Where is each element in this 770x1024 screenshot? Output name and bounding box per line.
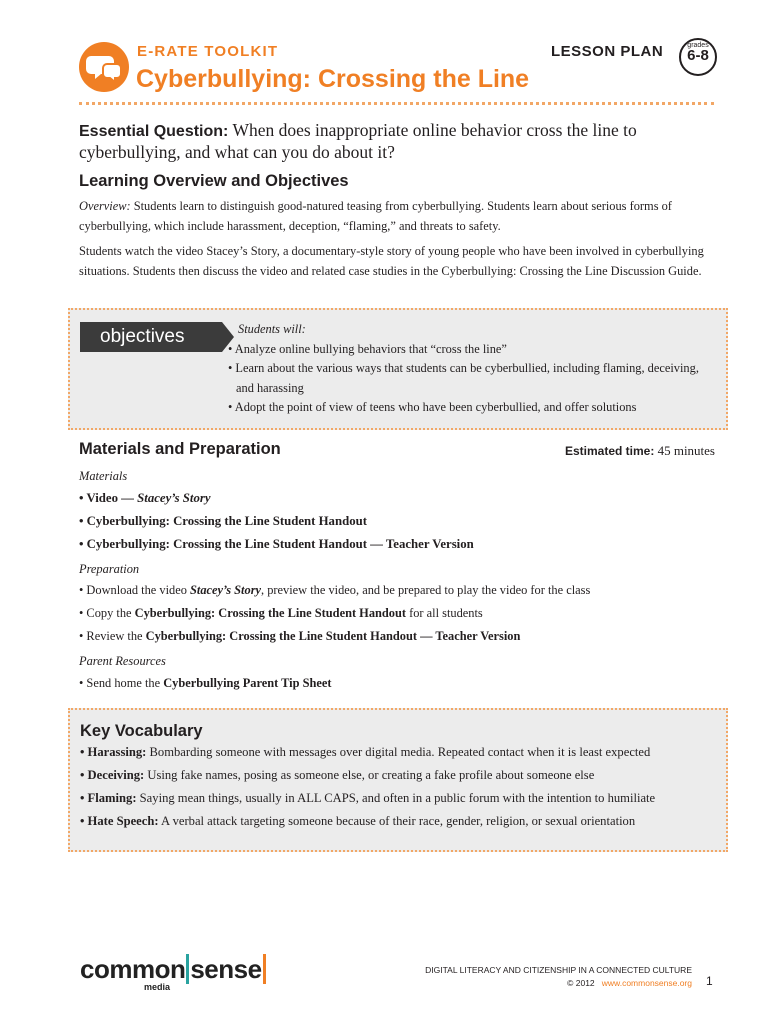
footer-url[interactable]: www.commonsense.org [601, 978, 692, 988]
brand-common: common [80, 954, 186, 984]
common-sense-logo [80, 954, 266, 992]
list-item [79, 602, 715, 625]
parent-resources-list [79, 672, 715, 695]
prep-emphasis: Stacey’s Story [190, 583, 262, 597]
list-item: • Cyberbullying: Crossing the Line Student Handout — Teacher Version [79, 536, 474, 551]
vocab-term: • Hate Speech: [80, 814, 159, 828]
brand-wordmark [80, 954, 266, 985]
estimated-time [565, 443, 715, 459]
prep-text: • Review the [79, 629, 146, 643]
objectives-box [68, 308, 728, 430]
list-item [80, 787, 720, 810]
materials-label: Materials [79, 469, 128, 483]
lesson-plan-label: LESSON PLAN [551, 43, 664, 60]
list-item [79, 625, 715, 648]
footer-copyright-line [425, 977, 692, 990]
objectives-tag: objectives [80, 322, 222, 352]
parent-resources-label: Parent Resources [79, 654, 166, 668]
vocabulary-box [68, 708, 728, 852]
brand-sense: sense [186, 954, 265, 984]
list-item: • Learn about the various ways that students can be cyberbullied, including flaming, deceiving, and harassing [228, 361, 699, 395]
list-item: • Analyze online bullying behaviors that “cross the line” [228, 341, 507, 356]
vocabulary-heading: Key Vocabulary [80, 722, 203, 740]
preparation-label: Preparation [79, 561, 140, 576]
prep-text: , preview the video, and be prepared to play the video for the class [261, 583, 591, 597]
prep-text: for all students [406, 606, 483, 620]
estimated-time-value: 45 minutes [657, 443, 715, 458]
objectives-intro: Students will: [238, 322, 306, 336]
footer-series: DIGITAL LITERACY AND CITIZENSHIP IN A CONNECTED CULTURE [425, 965, 692, 975]
vocabulary-list [80, 741, 720, 833]
materials-list [79, 487, 715, 556]
vocab-term: • Flaming: [80, 791, 137, 805]
speech-bubbles-icon [79, 42, 129, 92]
grades-range: 6-8 [687, 47, 709, 64]
toolkit-label: E-RATE TOOLKIT [137, 43, 279, 60]
overview-paragraph-2: Students watch the video Stacey’s Story, a documentary-style story of young people who have been involved in cyberbullying situations. Students then discuss the video and related case studies in the Cyberbullying: Crossing the Line Discussion Guide. [79, 244, 704, 278]
parent-emphasis: Cyberbullying Parent Tip Sheet [163, 675, 332, 690]
essential-question [79, 120, 719, 162]
vocab-definition: Bombarding someone with messages over digital media. Repeated contact when it is least expected [146, 745, 651, 759]
overview-text: Students learn to distinguish good-natured teasing from cyberbullying. Students learn about serious forms of cyberbullying, which include harassment, deception, “flaming,” and threats to safety. [79, 199, 672, 233]
overview-heading: Learning Overview and Objectives [79, 172, 349, 190]
materials-heading: Materials and Preparation [79, 440, 281, 458]
vocab-definition: Saying mean things, usually in ALL CAPS, and often in a public forum with the intention to humiliate [136, 791, 656, 805]
vocab-term: • Deceiving: [80, 768, 145, 782]
page-number: 1 [706, 974, 713, 988]
essential-question-label: Essential Question: [79, 123, 229, 140]
preparation-list [79, 579, 715, 648]
overview-paragraph [79, 197, 719, 236]
list-item [79, 487, 715, 510]
vocab-definition: A verbal attack targeting someone because of their race, gender, religion, or sexual orientation [158, 814, 636, 828]
prep-emphasis: Cyberbullying: Crossing the Line Student Handout — Teacher Version [145, 629, 521, 643]
list-item [80, 764, 720, 787]
prep-text: • Copy the [79, 606, 135, 620]
prep-text: • Download the video [79, 583, 191, 597]
vocabulary-content [80, 722, 720, 833]
grades-badge [679, 38, 717, 76]
video-title: Stacey’s Story [137, 490, 211, 505]
essential-question-text: When does inappropriate online behavior cross the line to cyberbullying, and what can you do about it? [79, 120, 637, 162]
brand-media: media [144, 982, 171, 992]
list-item [79, 672, 715, 695]
list-item: • Cyberbullying: Crossing the Line Student Handout [79, 513, 367, 528]
vocab-definition: Using fake names, posing as someone else, or creating a fake profile about someone else [144, 768, 595, 782]
prep-emphasis: Cyberbullying: Crossing the Line Student Handout [134, 606, 407, 620]
vocab-term: • Harassing: [80, 745, 147, 759]
header-divider [79, 102, 714, 105]
list-item [79, 579, 715, 602]
video-prefix: • Video — [79, 490, 138, 505]
page-title: Cyberbullying: Crossing the Line [136, 65, 530, 93]
footer-info [425, 964, 692, 990]
parent-text: • Send home the [79, 675, 164, 690]
list-item: • Adopt the point of view of teens who have been cyberbullied, and offer solutions [228, 400, 637, 414]
overview-label: Overview: [79, 199, 131, 213]
footer-copyright: © 2012 [567, 978, 595, 988]
objectives-list [228, 340, 708, 418]
estimated-time-label: Estimated time: [564, 444, 655, 458]
overview-section [79, 172, 719, 281]
grades-word: grades [687, 42, 709, 49]
objectives-content [228, 320, 708, 418]
list-item [80, 810, 720, 833]
materials-section [79, 440, 715, 695]
list-item [80, 741, 720, 764]
